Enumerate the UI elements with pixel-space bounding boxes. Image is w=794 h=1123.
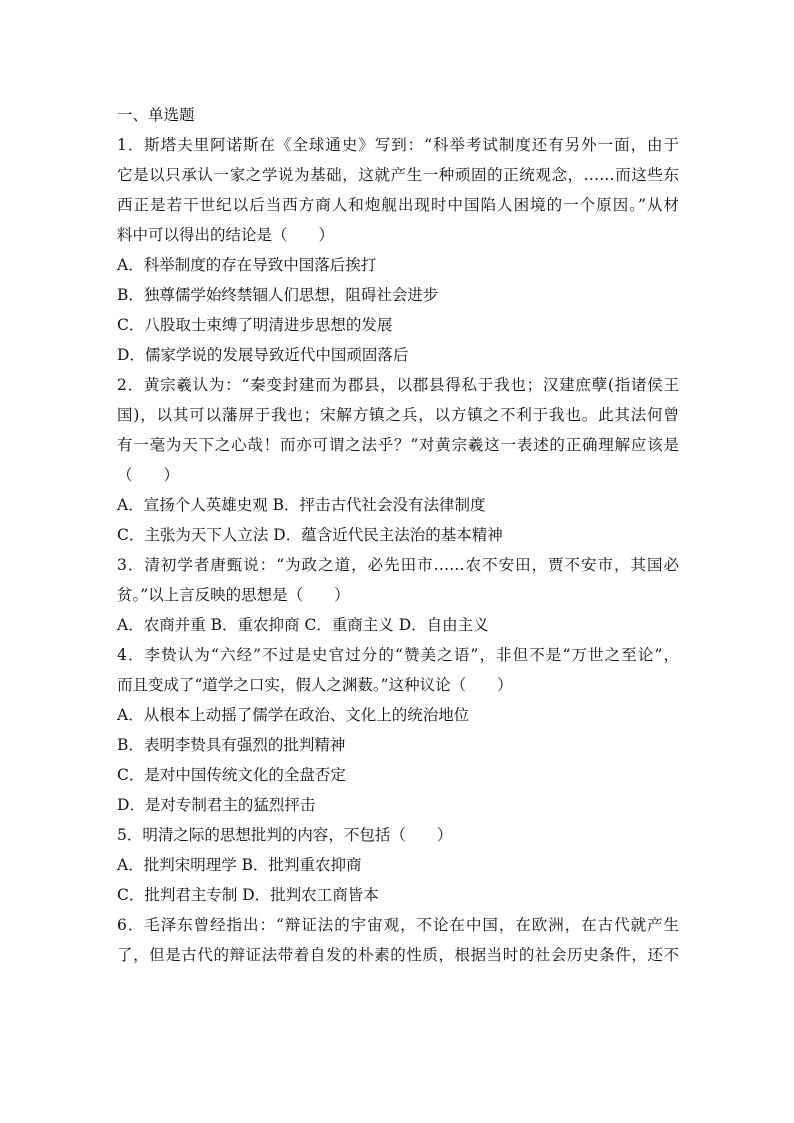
question-stem-line: 贫。”以上言反映的思想是（ ） [117, 586, 350, 604]
question-stem-line: 有一毫为天下之心哉！而亦可谓之法乎？”对黄宗羲这一表述的正确理解应该是 [117, 436, 679, 454]
option-c: C．八股取士束缚了明清进步思想的发展 [117, 316, 393, 334]
question-stem-line: 它是以只承认一家之学说为基础，这就产生一种顽固的正统观念，……而这些东 [117, 166, 679, 184]
option-a-b: A．宣扬个人英雄史观 B．抨击古代社会没有法律制度 [117, 496, 486, 514]
question-stem-line: 西正是若干世纪以后当西方商人和炮舰出现时中国陷人困境的一个原因。”从材 [117, 196, 679, 214]
question-stem-line: 国)，以其可以藩屏于我也；宋解方镇之兵，以方镇之不利于我也。此其法何曾 [117, 406, 679, 424]
document-page [117, 100, 679, 970]
option-c-d: C．批判君主专制 D．批判农工商皆本 [117, 886, 379, 904]
option-d: D．儒家学说的发展导致近代中国顽固落后 [117, 346, 409, 364]
section-title: 一、单选题 [117, 106, 195, 124]
question-stem-line: 而且变成了“道学之口实，假人之渊薮。”这种议论（ ） [117, 676, 513, 694]
option-c-d: C．主张为天下人立法 D．蕴含近代民主法治的基本精神 [117, 526, 503, 544]
question-stem-line: 6．毛泽东曾经指出：“辩证法的宇宙观，不论在中国，在欧洲，在古代就产生 [117, 916, 679, 934]
question-1 [117, 130, 679, 370]
option-a: A．从根本上动摇了儒学在政治、文化上的统治地位 [117, 706, 470, 724]
question-stem-line: 2．黄宗羲认为：“秦变封建而为郡县，以郡县得私于我也；汉建庶孽(指诸侯王 [117, 376, 679, 394]
question-stem-line: 5．明清之际的思想批判的内容，不包括（ ） [117, 826, 453, 844]
option-c: C．是对中国传统文化的全盘否定 [117, 766, 346, 784]
question-3 [117, 550, 679, 640]
option-d: D．是对专制君主的猛烈抨击 [117, 796, 316, 814]
question-2 [117, 370, 679, 550]
question-stem-line: 4．李贽认为“六经”不过是史官过分的“赞美之语”，非但不是“万世之至论”， [117, 646, 679, 664]
option-b: B．表明李贽具有强烈的批判精神 [117, 736, 346, 754]
option-b: B．独尊儒学始终禁锢人们思想，阻碍社会进步 [117, 286, 439, 304]
question-stem-line: 1．斯塔夫里阿诺斯在《全球通史》写到：“科举考试制度还有另外一面，由于 [117, 136, 679, 154]
question-4 [117, 640, 679, 820]
option-a-b: A．批判宋明理学 B．批判重农抑商 [117, 856, 362, 874]
question-5 [117, 820, 679, 910]
option-a: A．科举制度的存在导致中国落后挨打 [117, 256, 377, 274]
question-stem-line: 料中可以得出的结论是（ ） [117, 226, 335, 244]
option-a-b-c-d: A．农商并重 B．重农抑商 C．重商主义 D．自由主义 [117, 616, 489, 634]
question-stem-line: 了，但是古代的辩证法带着自发的朴素的性质，根据当时的社会历史条件，还不 [117, 946, 679, 964]
question-6 [117, 910, 679, 970]
question-stem-line: （ ） [117, 466, 180, 484]
question-stem-line: 3．清初学者唐甄说：“为政之道，必先田市……农不安田，贾不安市，其国必 [117, 556, 679, 574]
